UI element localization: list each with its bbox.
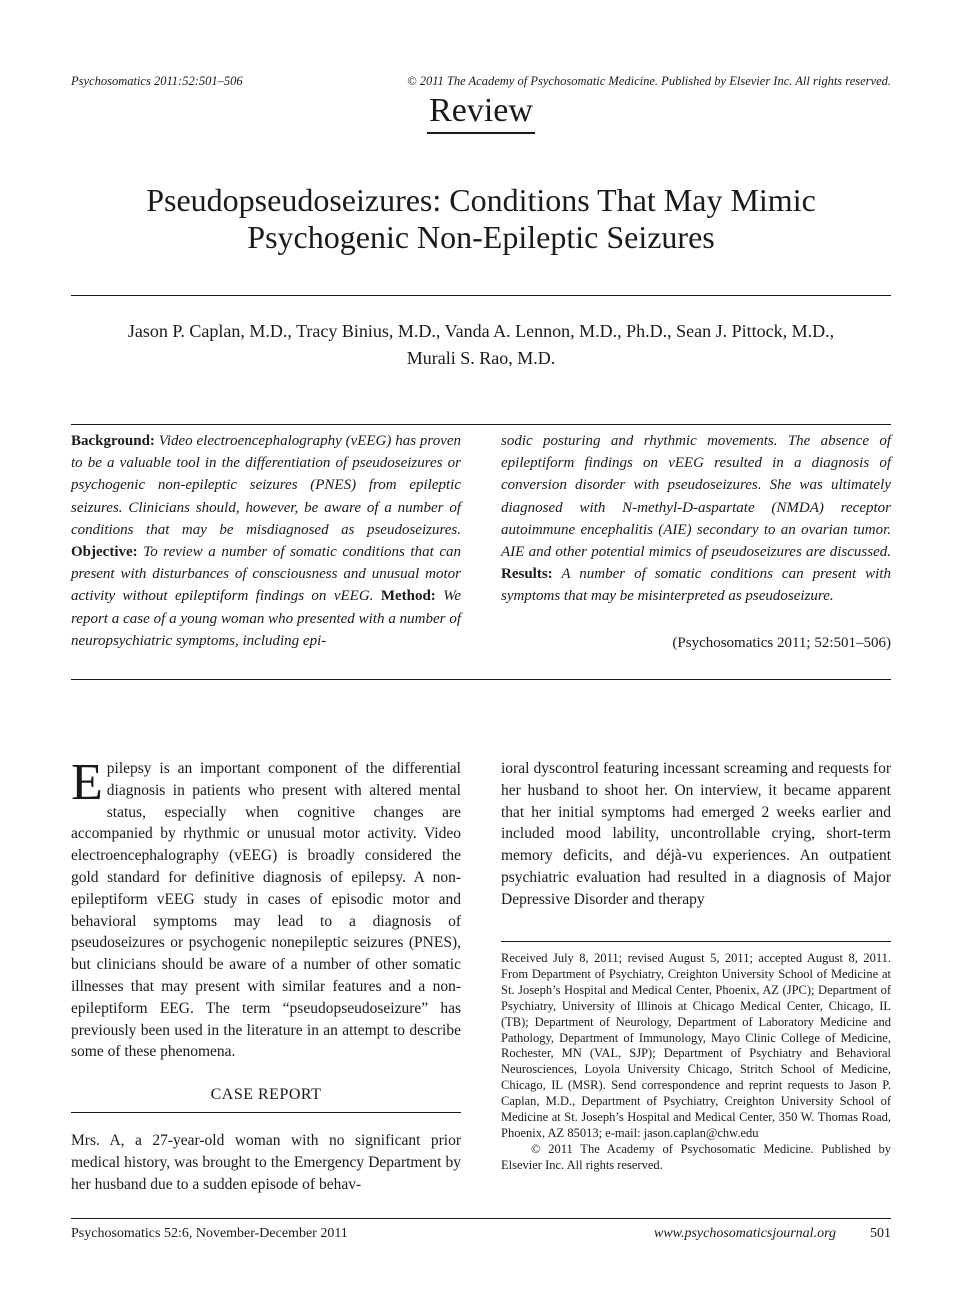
objective-label: Objective: xyxy=(71,544,138,561)
abstract-bottom-rule xyxy=(71,679,891,680)
case-report-text-col2: ioral dyscontrol featuring incessant screaming and requests for her husband to shoot her. On interview, it became apparent that her initial symptoms had emerged 2 weeks earlier and included mood lability, uncontrollable crying, short-term memory deficits, and déjà-vu experiences. An outpatient psychiatric evaluation had resulted in a diagnosis of Major Depressive Disorder and therapy xyxy=(501,760,891,908)
results-text: A number of somatic conditions can present with symptoms that may be misinterpreted as pseudoseizure. xyxy=(501,566,891,605)
abstract-column-1 xyxy=(71,430,461,652)
case-report-rule xyxy=(71,1112,461,1113)
title-rule xyxy=(71,295,891,296)
abstract-column-2 xyxy=(501,430,891,608)
footer-journal: Psychosomatics 52:6, November-December 2011 xyxy=(71,1226,348,1241)
method-label: Method: xyxy=(380,588,436,605)
background-text: Video electroencephalography (vEEG) has proven to be a valuable tool in the differentiation of pseudoseizures or psychogenic non-epileptic seizures (PNES) from epileptic seizures. Clinicians should, however, be aware of a number of conditions that may be misdiagnosed as pseudoseizures. xyxy=(71,433,462,538)
footnote-rule xyxy=(501,941,891,942)
footnote-email[interactable]: jason.caplan@chw.edu xyxy=(643,1125,759,1140)
article-footnote xyxy=(501,951,891,1174)
intro-text: pilepsy is an important component of the differential diagnosis in patients who present with altered mental status, especially when cognitive changes are accompanied by rhythmic or unusual motor activity. Video electroencephalography (vEEG) is broadly considered the gold standard for definitive diagnosis of epilepsy. A non-epileptiform vEEG study in cases of episodic motor and behavioral symptoms may lead to a diagnosis of pseudoseizures or psychogenic nonepileptic seizures (PNES), but clinicians should be aware of a number of other somatic illnesses that may present with similar features and a non-epileptiform EEG. The term “pseudopseudoseizure” has previously been used in the literature in an attempt to describe some of these phenomena. xyxy=(71,760,461,1061)
footer-url[interactable]: www.psychosomaticsjournal.org xyxy=(653,1226,836,1241)
method-text: We report a case of a young woman who presented with a number of neuropsychiatric symptoms, including epi- xyxy=(71,588,461,649)
page-number: 501 xyxy=(870,1226,891,1241)
results-label: Results: xyxy=(501,566,553,583)
section-label-text: Review xyxy=(427,92,535,134)
footer-rule xyxy=(71,1218,891,1219)
title-line-2: Psychogenic Non-Epileptic Seizures xyxy=(247,219,715,255)
drop-cap: E xyxy=(71,754,103,811)
method-text-continued: sodic posturing and rhythmic movements. The absence of epileptiform findings on vEEG resulted in a diagnosis of conversion disorder with pseudoseizures. She was ultimately diagnosed with N-methyl-D-aspartate (NMDA) receptor autoimmune encephalitis (AIE) secondary to an ovarian tumor. AIE and other potential mimics of pseudoseizures are discussed. xyxy=(501,433,891,561)
article-title xyxy=(71,182,891,256)
case-report-heading: CASE REPORT xyxy=(210,1086,322,1103)
title-line-1: Pseudopseudoseizures: Conditions That May Mimic xyxy=(146,182,816,218)
background-label: Background: xyxy=(71,433,155,449)
authors-line-1: Jason P. Caplan, M.D., Tracy Binius, M.D., Vanda A. Lennon, M.D., Ph.D., Sean J. Pittock, M.D., xyxy=(127,321,835,341)
case-report-text-col1: Mrs. A, a 27-year-old woman with no significant prior medical history, was brought to the Emergency Department by her husband due to a sudden episode of behav- xyxy=(71,1132,461,1193)
intro-paragraph xyxy=(71,754,461,1063)
authors-line-2: Murali S. Rao, M.D. xyxy=(406,348,556,368)
running-header-copyright: © 2011 The Academy of Psychosomatic Medicine. Published by Elsevier Inc. All rights reserved. xyxy=(407,74,891,88)
abstract-citation: (Psychosomatics 2011; 52:501–506) xyxy=(672,635,891,651)
author-list xyxy=(71,318,891,372)
footnote-received: Received July 8, 2011; revised August 5, 2011; accepted August 8, 2011. From Department of Psychiatry, Creighton University School of Medicine at St. Joseph’s Hospital and Medical Center, Phoenix, AZ (JPC); Department of Psychiatry, University of Illinois at Chicago Medical Center, Chicago, IL (TB); Department of Neurology, Department of Laboratory Medicine and Pathology, Department of Immunology, Mayo Clinic College of Medicine, Rochester, MN (VAL, SJP); Department of Psychiatry and Behavioral Neurosciences, Loyola University Chicago, Stritch School of Medicine, Chicago, IL (MSR). Send correspondence and reprint requests to Jason P. Caplan, M.D., Department of Psychiatry, Creighton University School of Medicine at St. Joseph’s Hospital and Medical Center, 350 W. Thomas Road, Phoenix, AZ 85013; e-mail: xyxy=(501,951,891,1140)
abstract-top-rule xyxy=(71,424,891,425)
section-label xyxy=(0,92,962,134)
running-header-citation: Psychosomatics 2011:52:501–506 xyxy=(71,74,243,88)
footer-right xyxy=(654,1226,891,1242)
footnote-copyright: © 2011 The Academy of Psychosomatic Medicine. Published by Elsevier Inc. All rights reserved. xyxy=(501,1141,891,1172)
objective-text: To review a number of somatic conditions that can present with disturbances of consciousness and unusual motor activity without epileptiform findings on vEEG. xyxy=(71,544,461,605)
